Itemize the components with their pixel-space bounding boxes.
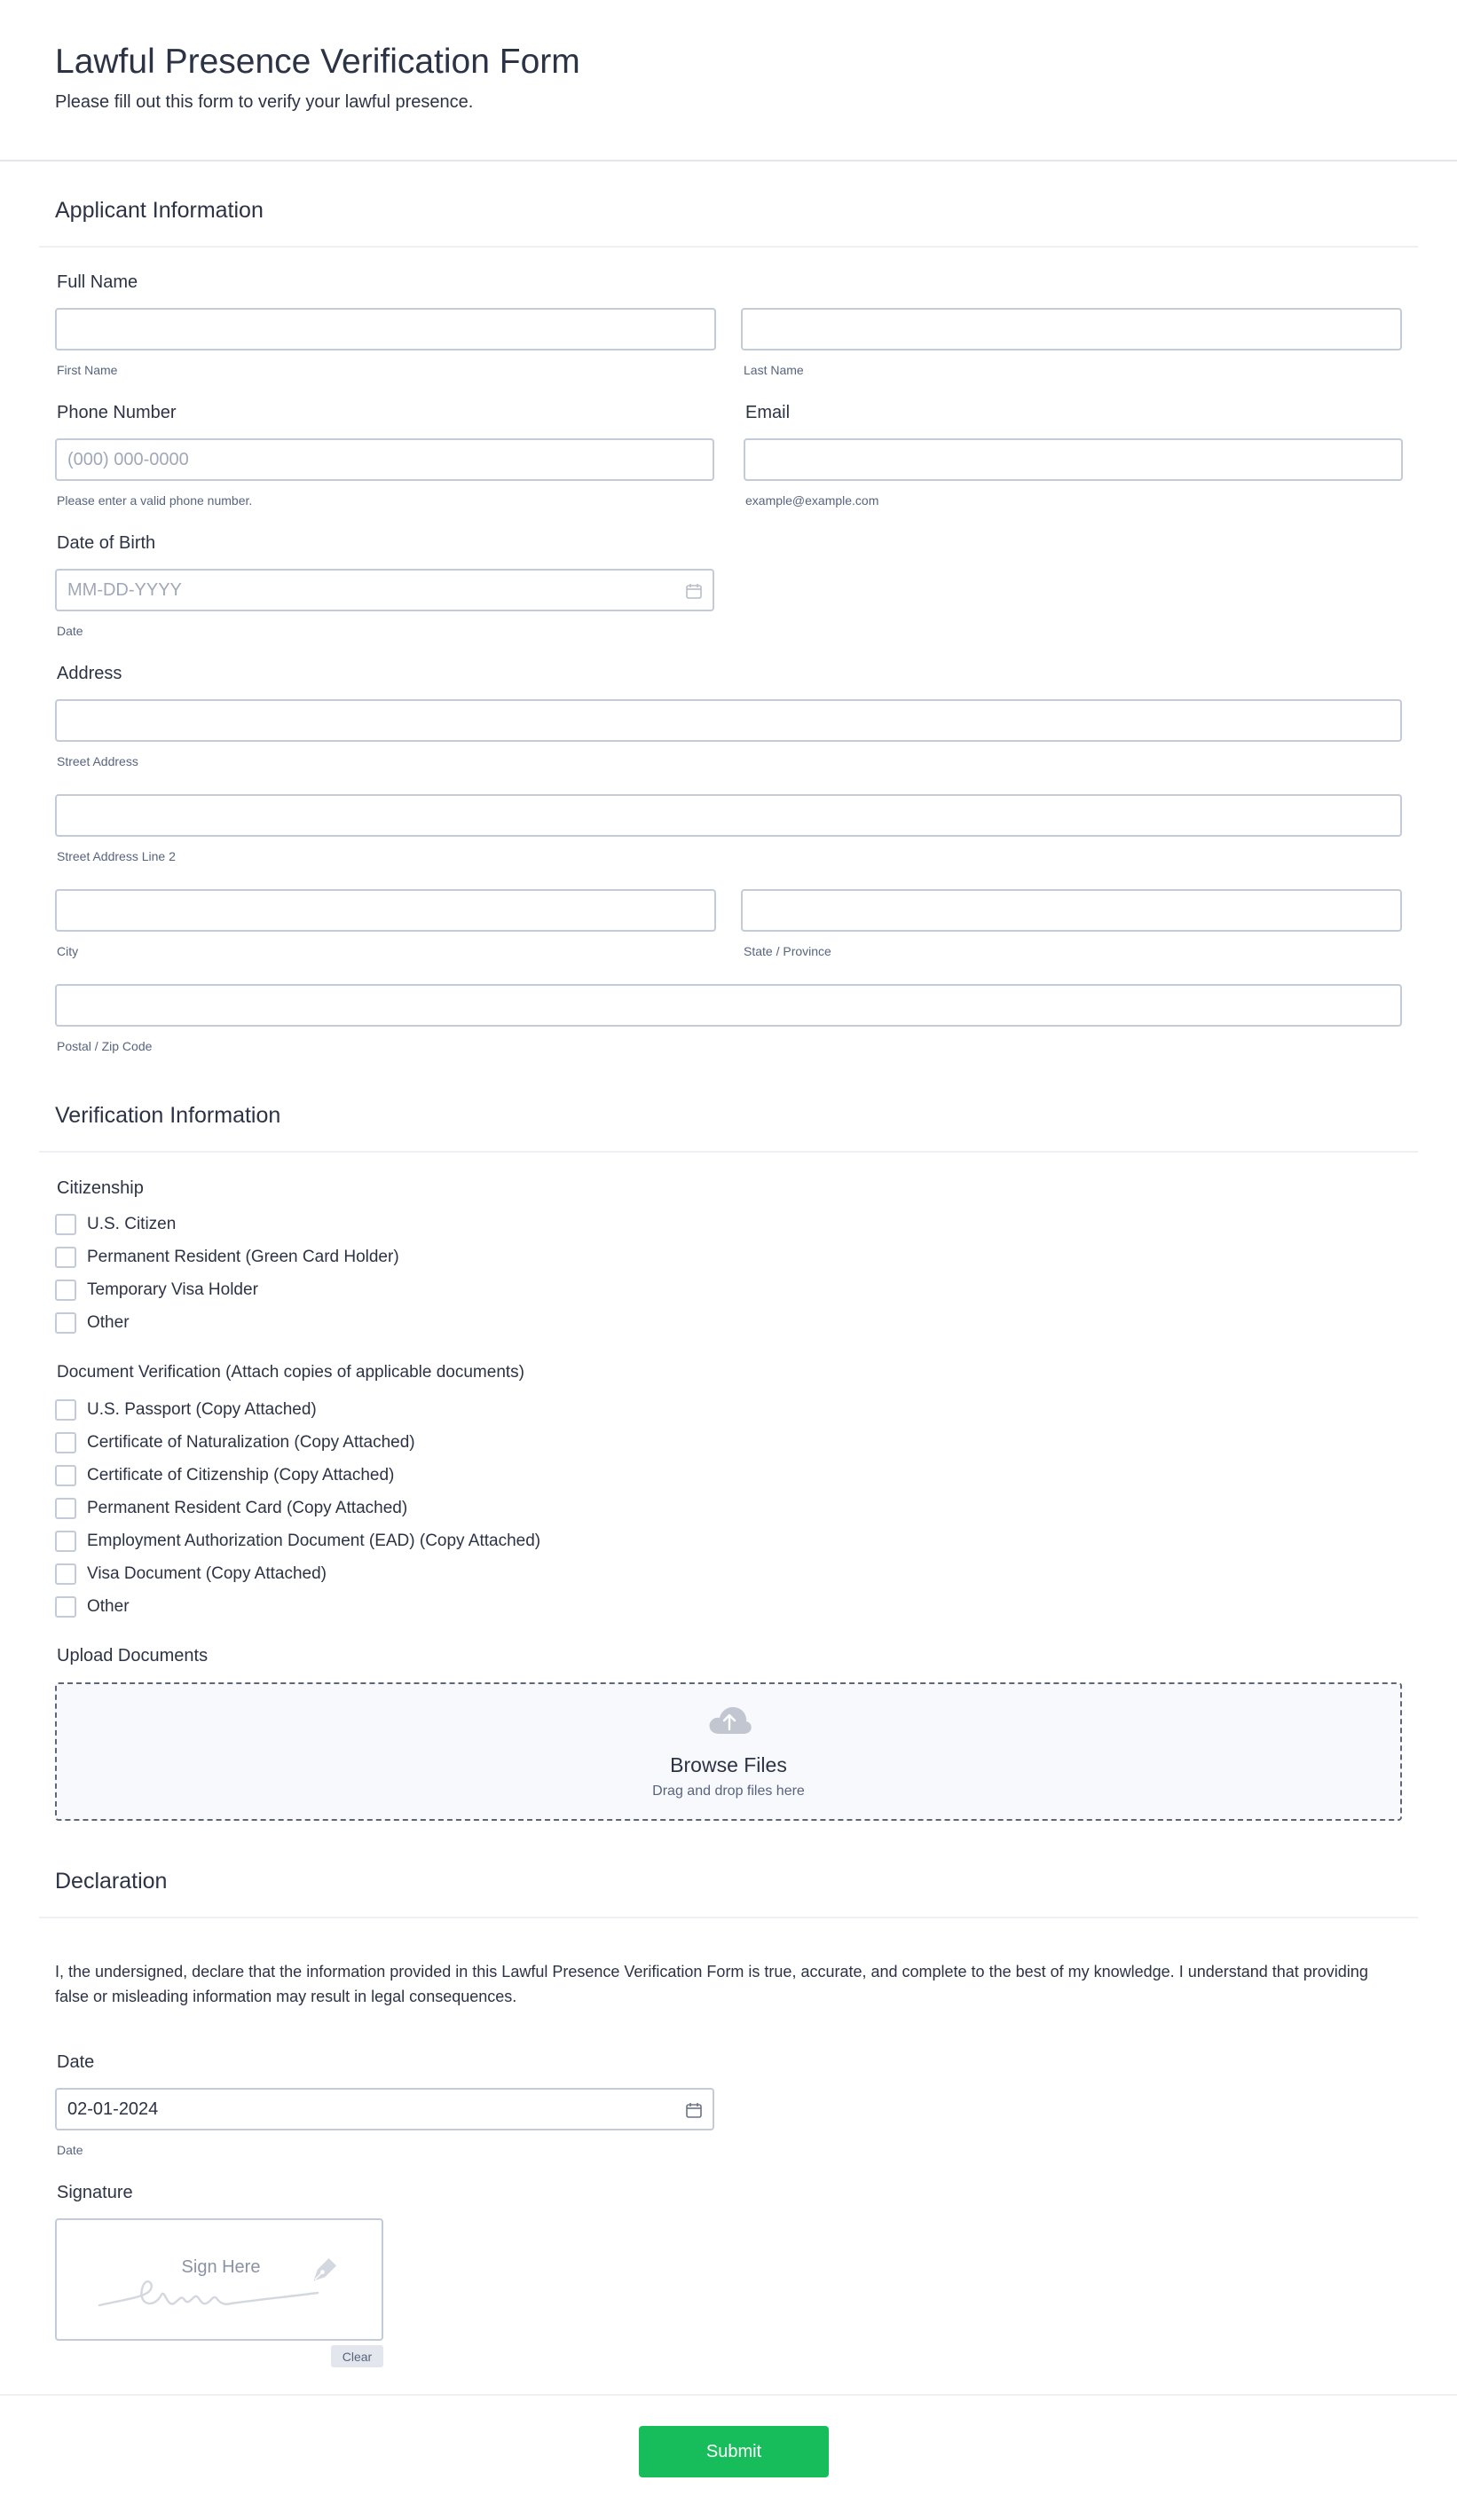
checkbox-label: Other bbox=[87, 1313, 130, 1332]
section-divider bbox=[39, 246, 1418, 248]
last-name-input[interactable] bbox=[741, 308, 1402, 350]
dob-input[interactable] bbox=[55, 569, 714, 611]
form-title: Lawful Presence Verification Form bbox=[55, 43, 580, 81]
checkbox-label: Certificate of Citizenship (Copy Attached) bbox=[87, 1466, 395, 1484]
checkbox-label: Certificate of Naturalization (Copy Attached) bbox=[87, 1433, 415, 1452]
first-name-input[interactable] bbox=[55, 308, 716, 350]
checkbox-label: Visa Document (Copy Attached) bbox=[87, 1564, 327, 1583]
checkbox-label: U.S. Passport (Copy Attached) bbox=[87, 1400, 317, 1419]
phone-sublabel: Please enter a valid phone number. bbox=[57, 493, 253, 508]
signature-pad[interactable] bbox=[55, 2218, 383, 2341]
street-address-sublabel: Street Address bbox=[57, 754, 138, 768]
section-divider bbox=[39, 1917, 1418, 1918]
verification-section-heading: Verification Information bbox=[55, 1103, 281, 1128]
address-label: Address bbox=[57, 664, 122, 683]
citizenship-option[interactable] bbox=[55, 1213, 176, 1236]
checkbox[interactable] bbox=[55, 1432, 76, 1453]
signature-label: Signature bbox=[57, 2183, 133, 2202]
checkbox[interactable] bbox=[55, 1247, 76, 1268]
document-option[interactable] bbox=[55, 1431, 415, 1454]
city-sublabel: City bbox=[57, 944, 79, 958]
form-subtitle: Please fill out this form to verify your lawful presence. bbox=[55, 92, 474, 112]
checkbox[interactable] bbox=[55, 1280, 76, 1301]
city-input[interactable] bbox=[55, 889, 716, 932]
document-option[interactable] bbox=[55, 1497, 407, 1520]
file-upload-dropzone[interactable] bbox=[55, 1682, 1402, 1821]
postal-code-sublabel: Postal / Zip Code bbox=[57, 1039, 153, 1053]
citizenship-option[interactable] bbox=[55, 1311, 130, 1335]
citizenship-option[interactable] bbox=[55, 1246, 399, 1269]
submit-button[interactable]: Submit bbox=[639, 2426, 829, 2477]
document-verification-label: Document Verification (Attach copies of applicable documents) bbox=[57, 1363, 524, 1382]
footer-divider bbox=[0, 2394, 1457, 2396]
email-sublabel: example@example.com bbox=[745, 493, 879, 508]
citizenship-option[interactable] bbox=[55, 1279, 258, 1302]
full-name-label: Full Name bbox=[57, 272, 138, 292]
dob-sublabel: Date bbox=[57, 624, 83, 638]
phone-input[interactable] bbox=[55, 438, 714, 481]
document-option[interactable] bbox=[55, 1563, 327, 1586]
checkbox-label: Temporary Visa Holder bbox=[87, 1280, 258, 1299]
checkbox-label: Permanent Resident (Green Card Holder) bbox=[87, 1248, 399, 1266]
declaration-text: I, the undersigned, declare that the information provided in this Lawful Presence Verification Form is true, accurate, and complete to the best of my knowledge. I understand that providing false or misleading information may result in legal consequences. bbox=[55, 1963, 1368, 2005]
calendar-icon[interactable] bbox=[685, 582, 703, 600]
checkbox-label: Other bbox=[87, 1597, 130, 1616]
declaration-section-heading: Declaration bbox=[55, 1869, 168, 1894]
state-input[interactable] bbox=[741, 889, 1402, 932]
cloud-upload-icon bbox=[707, 1704, 752, 1736]
document-option[interactable] bbox=[55, 1464, 394, 1487]
declaration-date-sublabel: Date bbox=[57, 2143, 83, 2157]
phone-label: Phone Number bbox=[57, 403, 177, 422]
street-address-input[interactable] bbox=[55, 699, 1402, 742]
declaration-date-label: Date bbox=[57, 2052, 95, 2072]
first-name-sublabel: First Name bbox=[57, 363, 118, 377]
browse-files-title[interactable]: Browse Files bbox=[670, 1753, 787, 1776]
checkbox[interactable] bbox=[55, 1399, 76, 1421]
checkbox[interactable] bbox=[55, 1465, 76, 1486]
checkbox-label: Employment Authorization Document (EAD) (Copy Attached) bbox=[87, 1532, 541, 1550]
checkbox[interactable] bbox=[55, 1596, 76, 1618]
checkbox[interactable] bbox=[55, 1531, 76, 1552]
document-option[interactable] bbox=[55, 1595, 130, 1618]
sign-here-placeholder: Sign Here bbox=[181, 2257, 261, 2277]
form-header bbox=[0, 0, 1457, 161]
upload-documents-label: Upload Documents bbox=[57, 1646, 209, 1666]
document-option[interactable] bbox=[55, 1530, 540, 1553]
drag-drop-hint: Drag and drop files here bbox=[652, 1784, 805, 1799]
citizenship-label: Citizenship bbox=[57, 1178, 144, 1198]
state-sublabel: State / Province bbox=[744, 944, 831, 958]
street-address-line2-sublabel: Street Address Line 2 bbox=[57, 849, 176, 863]
clear-signature-button[interactable]: Clear bbox=[331, 2345, 383, 2367]
email-label: Email bbox=[745, 403, 791, 422]
last-name-sublabel: Last Name bbox=[744, 363, 804, 377]
declaration-date-input[interactable] bbox=[55, 2088, 714, 2130]
street-address-line2-input[interactable] bbox=[55, 794, 1402, 837]
checkbox-label: U.S. Citizen bbox=[87, 1215, 177, 1233]
checkbox[interactable] bbox=[55, 1563, 76, 1585]
document-option[interactable] bbox=[55, 1398, 317, 1421]
section-divider bbox=[39, 1151, 1418, 1153]
email-input[interactable] bbox=[744, 438, 1403, 481]
pen-nib-icon bbox=[303, 2256, 339, 2291]
checkbox-label: Permanent Resident Card (Copy Attached) bbox=[87, 1499, 408, 1517]
applicant-section-heading: Applicant Information bbox=[55, 198, 264, 223]
checkbox[interactable] bbox=[55, 1498, 76, 1519]
dob-label: Date of Birth bbox=[57, 533, 156, 553]
checkbox[interactable] bbox=[55, 1312, 76, 1334]
checkbox[interactable] bbox=[55, 1214, 76, 1235]
calendar-icon[interactable] bbox=[685, 2101, 703, 2119]
postal-code-input[interactable] bbox=[55, 984, 1402, 1027]
